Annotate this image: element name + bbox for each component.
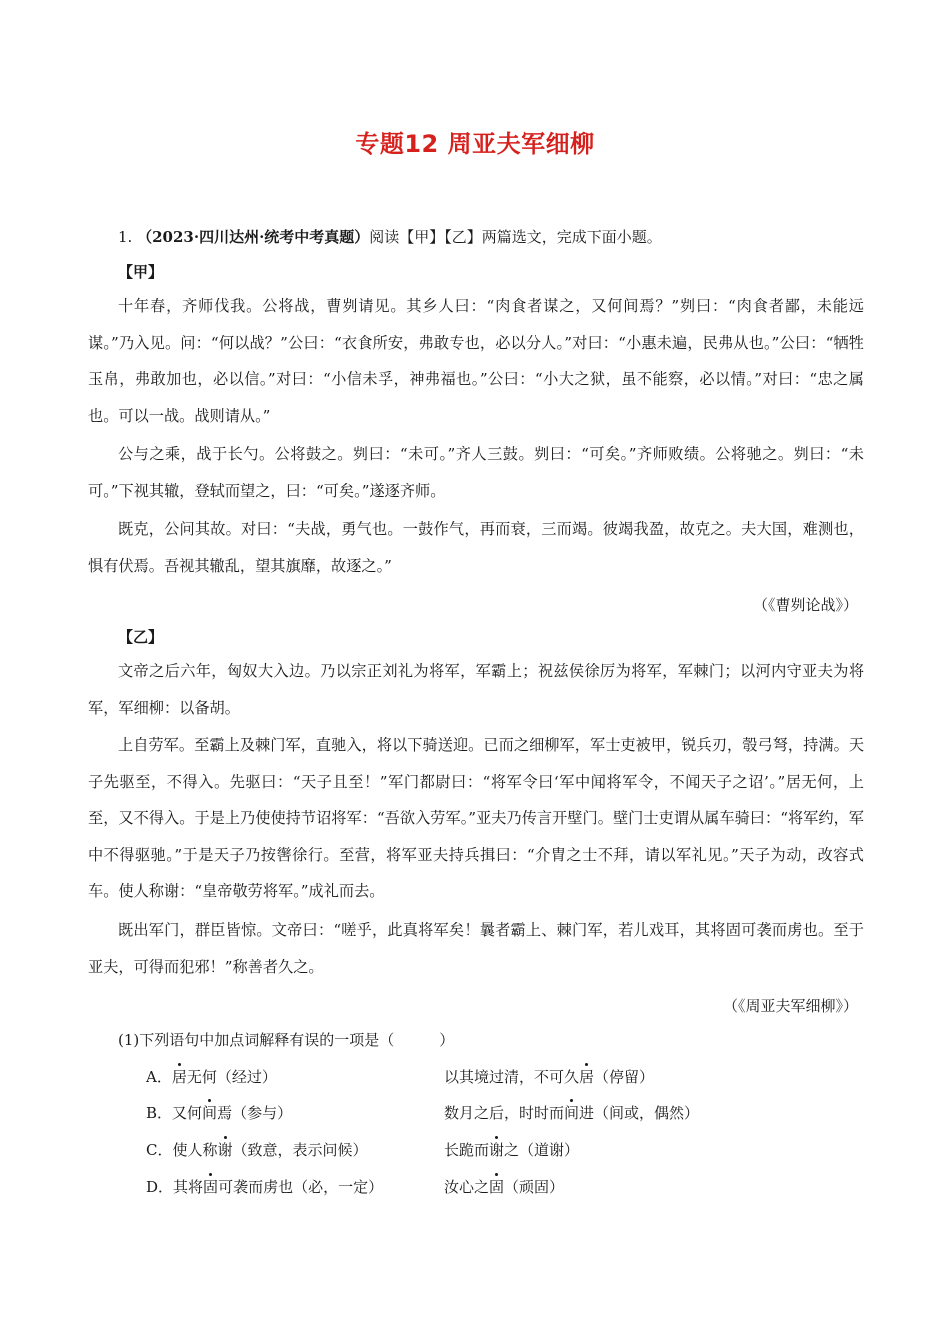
yi-paragraph-2: 上自劳军。至霸上及棘门军，直驰入，将以下骑送迎。已而之细柳军，军士吏被甲，锐兵刃，彀弓弩，持满。天子先驱至，不得入。先驱曰：“天子且至！”军门都尉曰：“将军令曰‘军中闻将军令，不闻天子之诏’。”居无何，上至，又不得入。于是上乃使使持节诏将军：“吾欲入劳军。”亚夫乃传言开壁门。壁门士吏谓从属车骑曰：“将军约，军中不得驱驰。”于是天子乃按辔徐行。至营，将军亚夫持兵揖曰：“介胄之士不拜，请以军礼见。”天子为动，改容式车。使人称谢：“皇帝敬劳将军。”成礼而去。 bbox=[88, 736, 864, 900]
dotted-word: 固 bbox=[203, 1178, 219, 1196]
dotted-word: 居 bbox=[171, 1068, 187, 1086]
option-d-left bbox=[146, 1176, 383, 1198]
sub-question-prompt: (1)下列语句中加点词解释有误的一项是（ ） bbox=[118, 1031, 455, 1049]
yi-paragraph-1: 文帝之后六年，匈奴大入边。乃以宗正刘礼为将军，军霸上；祝兹侯徐厉为将军，军棘门；以河内守亚夫为将军，军细柳：以备胡。 bbox=[88, 662, 864, 717]
yi-attribution: （《周亚夫军细柳》） bbox=[722, 997, 858, 1015]
option-b-right bbox=[444, 1102, 699, 1124]
dotted-word: 谢 bbox=[217, 1141, 233, 1159]
option-b-left bbox=[146, 1102, 292, 1124]
option-b-left-gloss: 焉（参与） bbox=[217, 1104, 293, 1122]
option-d-letter: D． bbox=[146, 1178, 174, 1196]
question-source: （2023·四川达州·统考中考真题） bbox=[137, 228, 370, 246]
option-c-left-gloss: （致意，表示问候） bbox=[232, 1141, 368, 1159]
option-d-right-gloss: （顽固） bbox=[504, 1178, 565, 1196]
section-label-yi: 【乙】 bbox=[118, 628, 164, 646]
option-a-left-gloss: 无何（经过） bbox=[186, 1068, 277, 1086]
option-d-right-text: 汝心之 bbox=[444, 1178, 490, 1196]
option-d-left-text: 其将 bbox=[173, 1178, 204, 1196]
option-b-right-gloss: 进（间或，偶然） bbox=[579, 1104, 700, 1122]
option-b-left-text: 又何 bbox=[172, 1104, 203, 1122]
jia-attribution: （《曹刿论战》） bbox=[752, 596, 858, 614]
option-a-left bbox=[146, 1066, 277, 1088]
dotted-word: 居 bbox=[579, 1068, 595, 1086]
jia-paragraph-1: 十年春，齐师伐我。公将战，曹刿请见。其乡人曰：“肉食者谋之，又何间焉？”刿曰：“肉食者鄙，未能远谋。”乃入见。问：“何以战？”公曰：“衣食所安，弗敢专也，必以分人。”对曰：“小惠未遍，民弗从也。”公曰：“牺牲玉帛，弗敢加也，必以信。”对曰：“小信未孚，神弗福也。”公曰：“小大之狱，虽不能察，必以情。”对曰：“忠之属也。可以一战。战则请从。” bbox=[88, 297, 864, 425]
page-title: 专题12 周亚夫军细柳 bbox=[355, 130, 595, 158]
yi-paragraph-3: 既出军门，群臣皆惊。文帝曰：“嗟乎，此真将军矣！曩者霸上、棘门军，若儿戏耳，其将固可袭而虏也。至于亚夫，可得而犯邪！”称善者久之。 bbox=[88, 921, 864, 976]
option-c-left bbox=[146, 1139, 368, 1161]
option-a-right-text: 以其境过清，不可久 bbox=[444, 1068, 580, 1086]
option-b-right-text: 数月之后，时时而 bbox=[444, 1104, 565, 1122]
question-header bbox=[118, 226, 662, 248]
dotted-word: 间 bbox=[202, 1104, 218, 1122]
option-a-right-gloss: （停留） bbox=[594, 1068, 655, 1086]
option-d-left-gloss: 可袭而虏也（必，一定） bbox=[218, 1178, 384, 1196]
option-c-letter: C． bbox=[146, 1141, 173, 1159]
dotted-word: 固 bbox=[489, 1178, 505, 1196]
option-a-letter: A． bbox=[146, 1068, 172, 1086]
option-c-right-text: 长跪而 bbox=[444, 1141, 490, 1159]
dotted-word: 间 bbox=[564, 1104, 580, 1122]
option-c-left-text: 使人称 bbox=[172, 1141, 218, 1159]
option-c-right bbox=[444, 1139, 579, 1161]
jia-paragraph-3: 既克，公问其故。对曰：“夫战，勇气也。一鼓作气，再而衰，三而竭。彼竭我盈，故克之。夫大国，难测也，惧有伏焉。吾视其辙乱，望其旗靡，故逐之。” bbox=[88, 520, 864, 575]
question-number: 1. bbox=[118, 228, 133, 246]
dotted-word: 谢 bbox=[489, 1141, 505, 1159]
question-instruction: 阅读【甲】【乙】两篇选文，完成下面小题。 bbox=[369, 228, 662, 246]
jia-paragraph-2: 公与之乘，战于长勺。公将鼓之。刿曰：“未可。”齐人三鼓。刿曰：“可矣。”齐师败绩。公将驰之。刿曰：“未可。”下视其辙，登轼而望之，曰：“可矣。”遂逐齐师。 bbox=[88, 445, 864, 500]
section-label-jia: 【甲】 bbox=[118, 263, 164, 281]
option-a-right bbox=[444, 1066, 654, 1088]
option-d-right bbox=[444, 1176, 564, 1198]
option-b-letter: B． bbox=[146, 1104, 173, 1122]
option-c-right-gloss: 之（道谢） bbox=[504, 1141, 580, 1159]
